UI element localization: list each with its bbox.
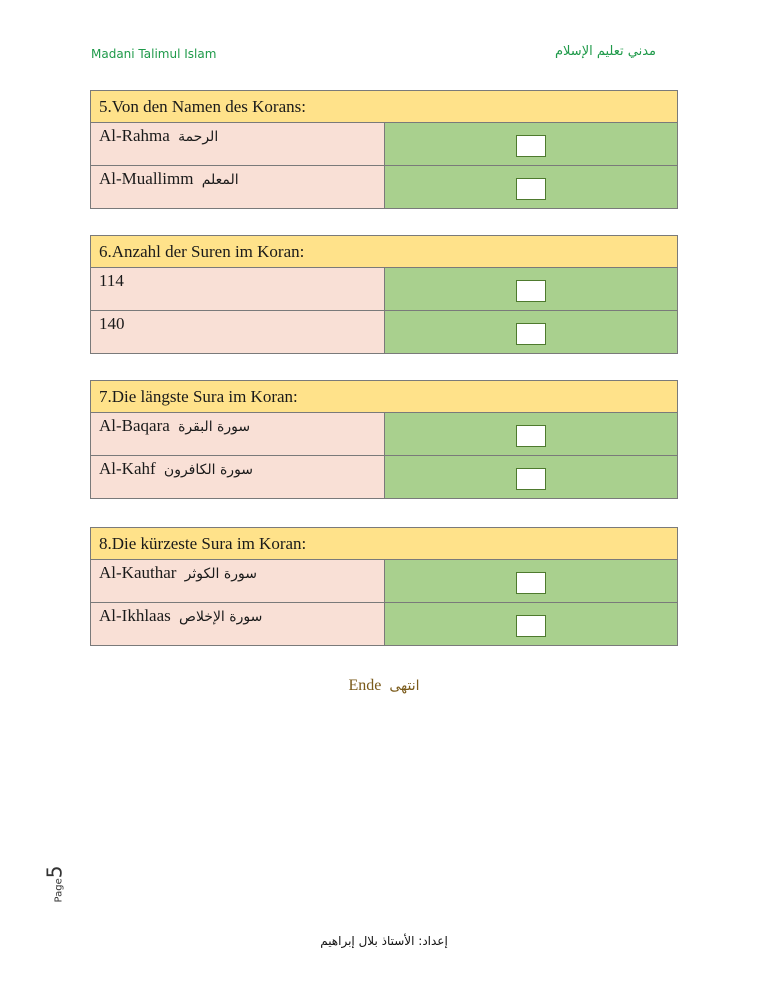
option-checkbox[interactable] (516, 280, 546, 302)
option-checkbox-cell (384, 166, 678, 209)
option-latin: Al-Rahma (99, 126, 170, 145)
option-checkbox-cell (384, 560, 678, 603)
header-left-title: Madani Talimul Islam (91, 47, 217, 61)
option-arabic: سورة الكوثر (184, 566, 257, 582)
option-checkbox-cell (384, 123, 678, 166)
option-latin: Al-Baqara (99, 416, 170, 435)
option-arabic: الرحمة (178, 129, 219, 145)
end-label (0, 677, 768, 695)
option-checkbox[interactable] (516, 468, 546, 490)
option-checkbox[interactable] (516, 323, 546, 345)
end-latin: Ende (348, 677, 382, 694)
question-title: 8.Die kürzeste Sura im Koran: (91, 528, 678, 560)
option-checkbox-cell (384, 268, 678, 311)
option-checkbox[interactable] (516, 178, 546, 200)
option-label (91, 413, 385, 456)
option-label (91, 456, 385, 499)
option-checkbox[interactable] (516, 135, 546, 157)
option-arabic: المعلم (201, 172, 239, 188)
option-checkbox[interactable] (516, 615, 546, 637)
page-label-word: Page (53, 878, 65, 903)
option-latin: 140 (99, 314, 125, 333)
option-checkbox-cell (384, 456, 678, 499)
question-table-8 (90, 527, 678, 646)
option-latin: 114 (99, 271, 124, 290)
question-title: 6.Anzahl der Suren im Koran: (91, 236, 678, 268)
header-right-title: مدني تعليم الإسلام (555, 44, 656, 59)
option-arabic: سورة الإخلاص (179, 609, 263, 625)
option-checkbox-cell (384, 413, 678, 456)
option-label (91, 560, 385, 603)
option-checkbox-cell (384, 603, 678, 646)
footer-author: إعداد: الأستاذ بلال إبراهيم (320, 934, 448, 948)
question-table-6 (90, 235, 678, 354)
page-number-value: 5 (42, 865, 67, 879)
option-latin: Al-Ikhlaas (99, 606, 171, 625)
option-label (91, 603, 385, 646)
question-title: 5.Von den Namen des Korans: (91, 91, 678, 123)
option-latin: Al-Muallimm (99, 169, 194, 188)
option-latin: Al-Kauthar (99, 563, 177, 582)
question-title: 7.Die längste Sura im Koran: (91, 381, 678, 413)
option-arabic: سورة البقرة (178, 419, 251, 435)
option-label (91, 166, 385, 209)
option-checkbox-cell (384, 311, 678, 354)
option-checkbox[interactable] (516, 572, 546, 594)
question-table-7 (90, 380, 678, 499)
option-label (91, 268, 385, 311)
option-label (91, 311, 385, 354)
option-label (91, 123, 385, 166)
option-checkbox[interactable] (516, 425, 546, 447)
end-arabic: انتهى (389, 678, 420, 694)
page-number (42, 866, 66, 903)
option-arabic: سورة الكافرون (163, 462, 254, 478)
option-latin: Al-Kahf (99, 459, 156, 478)
question-table-5 (90, 90, 678, 209)
